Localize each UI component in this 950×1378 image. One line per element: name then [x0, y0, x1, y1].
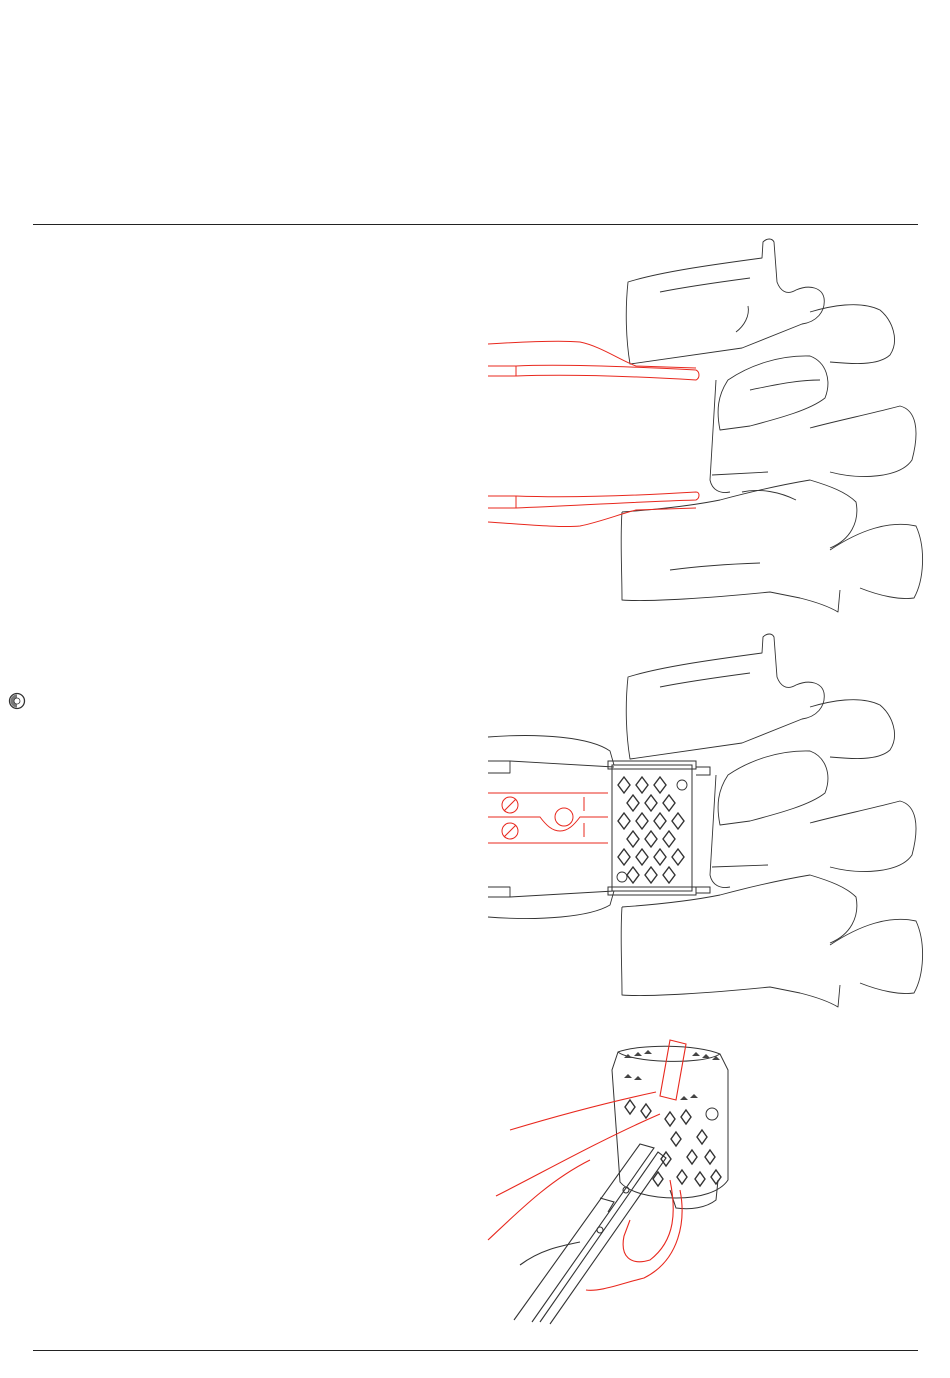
header-rule	[33, 224, 918, 225]
figure-cage-closeup	[480, 1030, 750, 1335]
cage-spikes	[624, 1050, 720, 1100]
footer-rule	[33, 1350, 918, 1351]
figure-distractor-spine	[480, 230, 940, 615]
figure-cage-implant-spine	[480, 625, 940, 1010]
cage-lattice	[618, 777, 684, 883]
caution-note-icon	[8, 692, 26, 710]
